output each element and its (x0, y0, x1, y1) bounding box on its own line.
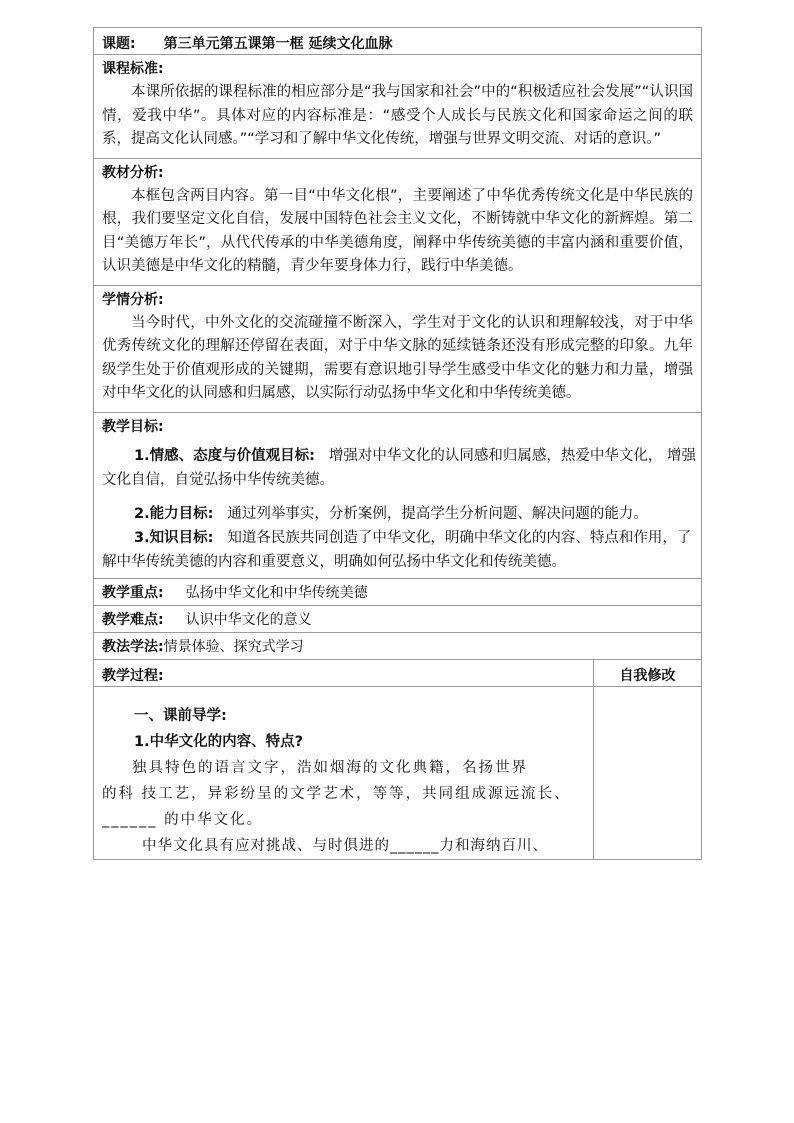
pre-class-section-heading: 一、课前导学: (134, 707, 227, 724)
goal-text: 增强对中华文化的认同感和归属感，热爱中华文化， 增强文化自信，自觉弘扬中华传统美德。 (102, 447, 697, 488)
material-analysis-text: 本框包含两目内容。第一目“中华文化根”，主要阐述了中华优秀传统文化是中华民族的根，我们要坚定文化自信，发展中国特色社会主义文化，不断铸就中华文化的新辉煌。第二目“美德万年长”，从代代传承的中华美德角度，阐释中华传统美德的丰富内涵和重要价值，认识美德是中华文化的精髓，青少年要身体力行，践行中华美德。 (102, 187, 694, 274)
methods-label: 教法学法: (102, 638, 164, 655)
goal-title: 3.知识目标: (134, 529, 214, 546)
process-label: 教学过程: (94, 659, 594, 686)
curriculum-standard-text: 本课所依据的课程标准的相应部分是“我与国家和社会”中的“积极适应社会发展”“认识国情，爱我中华”。具体对应的内容标准是：“感受个人成长与民族文化和国家命运之间的联系，提高文化认同感。”“学习和了解中华文化传统，增强与世界文明交流、对话的意识。” (102, 84, 694, 147)
goal-text: 知道各民族共同创造了中华文化，明确中华文化的内容、特点和作用，了解中华传统美德的内容和重要意义，明确如何弘扬中华文化和传统美德。 (102, 529, 692, 570)
process-text-line: 独具特色的语言文字，浩如烟海的文化典籍，名扬世界 (132, 759, 528, 776)
goal-item (94, 502, 701, 526)
curriculum-standard-label: 课程标准: (102, 61, 164, 77)
question-heading: 1.中华文化的内容、特点? (134, 733, 304, 750)
self-revision-cell[interactable] (594, 686, 702, 859)
goal-item (94, 444, 701, 492)
process-text-line: ______ 的中华文化。 (102, 811, 264, 828)
key-point-label: 教学重点: (102, 584, 164, 601)
methods-value: 情景体验、探究式学习 (163, 638, 304, 655)
curriculum-standard-section (94, 55, 702, 159)
material-analysis-section (94, 158, 702, 285)
process-content (94, 686, 594, 859)
student-analysis-section (94, 285, 702, 412)
student-analysis-label: 学情分析: (102, 291, 164, 308)
teaching-goals-label: 教学目标: (102, 418, 164, 435)
process-text-line: 中华文化具有应对挑战、与时俱进的______力和海纳百川、 (142, 837, 548, 854)
self-revision-header: 自我修改 (594, 659, 702, 686)
methods-row (94, 632, 702, 659)
teaching-goals-section (94, 412, 702, 578)
difficulty-value: 认识中华文化的意义 (185, 611, 312, 628)
material-analysis-label: 教材分析: (102, 164, 164, 181)
key-point-row (94, 578, 702, 605)
lesson-title-value: 第三单元第五课第一框 延续文化血脉 (163, 36, 393, 52)
lesson-title-row (94, 28, 702, 55)
lesson-title-label: 课题: (102, 36, 136, 52)
difficulty-row (94, 605, 702, 632)
student-analysis-text: 当今时代，中外文化的交流碰撞不断深入，学生对于文化的认识和理解较浅，对于中华优秀传统文化的理解还停留在表面，对于中华文脉的延续链条还没有形成完整的印象。九年级学生处于价值观形成的关键期，需要有意识地引导学生感受中华文化的魅力和力量，增强对中华文化的认同感和归属感，以实际行动弘扬中华文化和中华传统美德。 (102, 314, 694, 401)
process-text-line: 的科 技工艺，异彩纷呈的文学艺术，等等，共同组成源远流长、 (102, 785, 571, 802)
key-point-value: 弘扬中华文化和中华传统美德 (185, 584, 368, 601)
goal-text: 通过列举事实，分析案例，提高学生分析问题、解决问题的能力。 (227, 505, 648, 522)
goal-title: 1.情感、态度与价值观目标: (134, 447, 315, 464)
goal-item (94, 526, 701, 574)
goal-title: 2.能力目标: (134, 505, 214, 522)
difficulty-label: 教学难点: (102, 611, 164, 628)
lesson-plan-table (93, 27, 702, 860)
